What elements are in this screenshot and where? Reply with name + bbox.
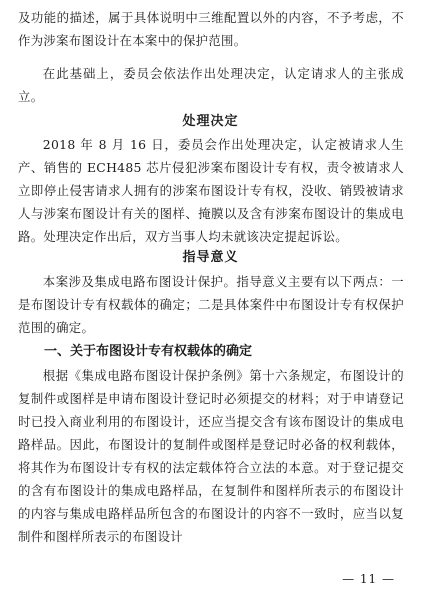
paragraph-subsection-1: 根据《集成电路布图设计保护条例》第十六条规定，布图设计的复制件或图样是申请布图设计登记时必须提交的材料；对于申请登记时已投入商业利用的布图设计，还应当提交含有该布图设计的集成电路样品。因此，布图设计的复制件或图样是登记时必备的权利载体，将其作为布图设计专有权的法定载体符合立法的本意。对于登记提交的含有布图设计的集成电路样品，在复制件和图样所表示的布图设计的内容与集成电路样品所包含的布图设计的内容不一致时，应当以复制件和图样所表示的布图设计 <box>18 368 404 544</box>
paragraph-guidance: 本案涉及集成电路布图设计保护。指导意义主要有以下两点：一是布图设计专有权载体的确定；二是具体案件中布图设计专有权保护范围的确定。 <box>18 274 404 335</box>
section-title-decision: 处理决定 <box>182 114 239 129</box>
subsection-title-1: 一、关于布图设计专有权载体的确定 <box>44 344 253 359</box>
paragraph-decision: 2018 年 8 月 16 日，委员会作出处理决定，认定被请求人生产、销售的 ECH485 芯片侵犯涉案布图设计专有权，责令被请求人立即停止侵害请求人拥有的涉案布图设计专有权，没收、销毁被请求人与涉案布图设计有关的图样、掩膜以及含有涉案布图设计的集成电路。处理决定作出后，双方当事人均未就该决定提起诉讼。 <box>18 137 404 244</box>
section-title-guidance: 指导意义 <box>182 250 239 265</box>
paragraph-continued: 及功能的描述，属于具体说明中三维配置以外的内容，不予考虑，不作为涉案布图设计在本案中的保护范围。 <box>18 10 404 48</box>
paragraph-conclusion: 在此基础上，委员会依法作出处理决定，认定请求人的主张成立。 <box>18 66 404 104</box>
page-number: — 11 — <box>342 572 395 586</box>
